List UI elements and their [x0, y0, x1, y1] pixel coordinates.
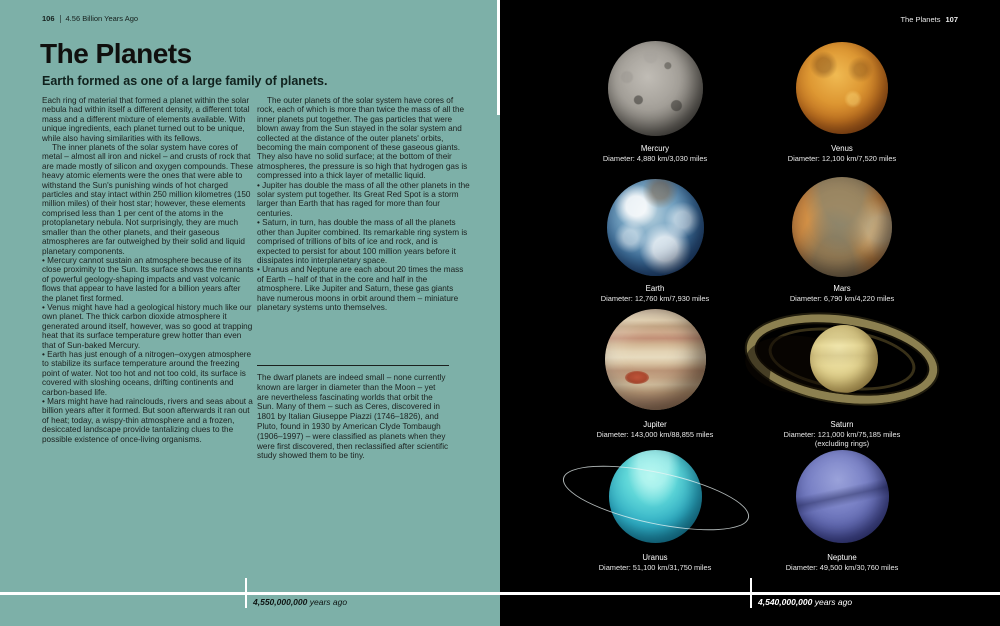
timeline-tick-left: [245, 578, 247, 608]
planet-name: Uranus: [642, 553, 668, 562]
mars-globe: [792, 177, 892, 277]
planet-cell-venus: [727, 40, 957, 163]
planet-diameter-note: (excluding rings): [814, 438, 870, 448]
planet-diameter: Diameter: 12,760 km/7,930 miles: [600, 293, 710, 303]
earth-globe: [607, 179, 704, 276]
jupiter-globe: [605, 309, 706, 410]
planet-diameter: Diameter: 6,790 km/4,220 miles: [789, 293, 895, 303]
page-title: The Planets: [40, 38, 192, 69]
planet-name: Neptune: [827, 553, 857, 562]
right-page-number: 107: [945, 15, 958, 24]
planet-name: Venus: [831, 144, 853, 153]
planet-diameter: Diameter: 4,880 km/3,030 miles: [602, 153, 708, 163]
left-section-title: 4.56 Billion Years Ago: [65, 14, 139, 23]
paragraph: • Earth has just enough of a nitrogen–oxygen atmosphere to stabilize its surface temperature around the freezing point of water. Not too hot and not too cold, its surface is covered with sloshing oceans, drifting continents and carbon-based life.: [42, 349, 252, 397]
paragraph: • Venus might have had a geological history much like our own planet. The thick carbon dioxide atmosphere it generated around itself, however, was so good at trapping heat that its surface temperature grew hotter than even that of Sun-baked Mercury.: [42, 302, 253, 350]
venus-image: [727, 40, 957, 136]
planet-cell-mars: [727, 178, 957, 303]
body-column-2: [257, 96, 470, 312]
right-section-title: The Planets: [900, 15, 941, 24]
right-running-header: [900, 15, 958, 24]
header-separator: [60, 15, 61, 23]
timeline-suffix-left: years ago: [309, 597, 348, 607]
planet-name: Jupiter: [643, 420, 667, 429]
left-page-number: 106: [42, 14, 55, 23]
dwarf-planets-note: The dwarf planets are indeed small – none currently known are larger in diameter than the Moon – yet are nevertheless fascinating worlds that orbit the Sun. Many of them – such as Ceres, discovered in 1801 by Italian Giuseppe Piazzi (1746–1826), and Pluto, found in 1930 by American Clyde Tombaugh (1906–1997) – were classified as planets when they were first discovered, then reclassified after scientific study showed them to be tiny.: [257, 365, 449, 461]
planet-diameter: Diameter: 12,100 km/7,520 miles: [787, 153, 897, 163]
timeline-value-right: 4,540,000,000: [758, 597, 813, 607]
paragraph: • Uranus and Neptune are each about 20 times the mass of Earth – half of that in the core and half in the atmosphere. Like Jupiter and Saturn, these gas giants have numerous moons in orbit around them – miniature planetary systems unto themselves.: [257, 265, 464, 312]
planet-diameter: Diameter: 121,000 km/75,185 miles: [783, 429, 901, 439]
mercury-globe: [608, 41, 703, 136]
planet-name: Mars: [833, 284, 851, 293]
timeline-suffix-right: years ago: [814, 597, 853, 607]
planet-name: Mercury: [640, 144, 670, 153]
planet-diameter: Diameter: 51,100 km/31,750 miles: [598, 562, 712, 572]
venus-globe: [796, 42, 888, 134]
timeline-label-right: [758, 597, 852, 607]
saturn-image: [727, 306, 957, 412]
paragraph: • Mars might have had rainclouds, rivers and seas about a billion years after it formed. But soon afterwards it ran out of heat; today, a wispy-thin atmosphere and a frozen, desiccated landscape provide tantalizing clues to the possible existence of once-living organisms.: [42, 397, 253, 444]
paragraph: Each ring of material that formed a planet within the solar nebula had within itself a different density, a different total mass and a different mixture of elements available. With unique ingredients, each planet turned out to be unique, while also having similarities with its fellows.: [42, 96, 250, 143]
paragraph: The outer planets of the solar system have cores of rock, each of which is more than twice the mass of all the inner planets put together. The gas particles that were blown away from the Sun stayed in the solar system and collected at the distance of the outer planets' orbits, becoming the main component of these gaseous giants. They also have no solid surface; at the bottom of their atmospheres, the pressure is so high that hydrogen gas is compressed into a thick layer of metallic liquid.: [257, 96, 468, 181]
paragraph: • Mercury cannot sustain an atmosphere because of its close proximity to the Sun. Its surface shows the remnants of powerful geology-shaping impacts and vast volcanic flows that appear to have lasted for a billion years after the planet first formed.: [42, 255, 254, 303]
paragraph: • Jupiter has double the mass of all the other planets in the solar system put together. Its Great Red Spot is a storm larger than Earth that has raged for more than four centuries.: [257, 180, 470, 218]
mars-image: [727, 178, 957, 276]
planet-name: Saturn: [830, 420, 854, 429]
planet-diameter: Diameter: 49,500 km/30,760 miles: [785, 562, 899, 572]
timeline-tick-right: [750, 578, 752, 608]
neptune-image: [727, 448, 957, 545]
paragraph: The inner planets of the solar system have cores of metal – almost all iron and nickel – and crusts of rock that are made mostly of silicon and oxygen compounds. These heavy atomic elements were the ones that were able to withstand the Sun's punishing winds of hot charged particles and stay intact within 250 million kilometres (150 million miles) of their host star; however, these elements comprised less than 1 per cent of the atoms in the protoplanetary nebula. Not surprisingly, they are much smaller than the other planets, and their gaseous atmospheres are far outweighed by their solid and liquid planetary components.: [42, 143, 254, 256]
planet-diameter: Diameter: 143,000 km/88,855 miles: [596, 429, 714, 439]
timeline-label-left: [253, 597, 347, 607]
timeline-value-left: 4,550,000,000: [253, 597, 308, 607]
planet-cell-saturn: [727, 306, 957, 448]
right-page: [500, 0, 1000, 626]
left-running-header: [42, 14, 138, 23]
paragraph: • Saturn, in turn, has double the mass of all the planets other than Jupiter combined. Its remarkable ring system is comprised of trillions of bits of ice and rock, and is expected to persist for about 100 million years before it dissipates into interplanetary space.: [257, 218, 468, 265]
planet-name: Earth: [645, 284, 665, 293]
timeline-rule: [0, 592, 1000, 595]
standfirst: Earth formed as one of a large family of planets.: [42, 74, 328, 88]
body-column-1: [42, 96, 254, 444]
great-red-spot: [625, 371, 649, 384]
planet-cell-neptune: [727, 448, 957, 572]
neptune-globe: [796, 450, 889, 543]
